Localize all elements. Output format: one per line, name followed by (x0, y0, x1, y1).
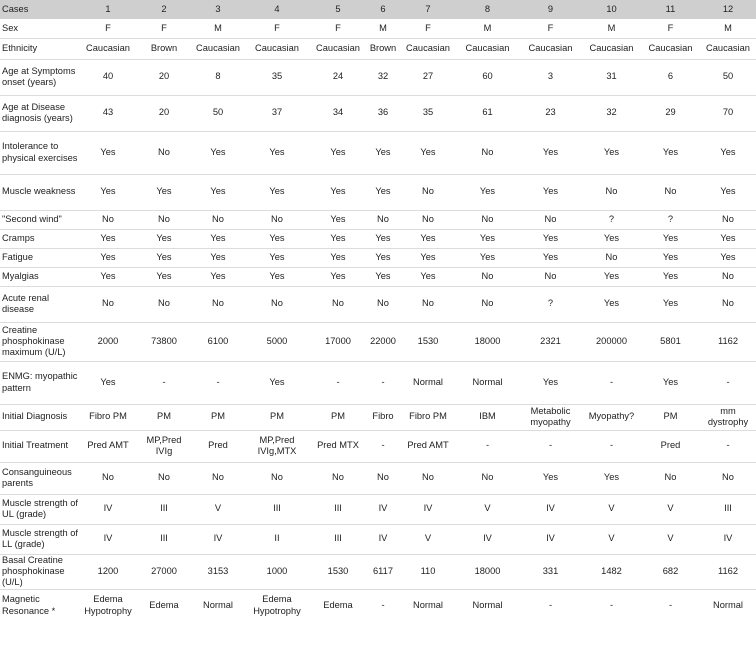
table-cell: Yes (156, 232, 172, 243)
row-label: Myalgias (2, 270, 39, 281)
table-row (0, 59, 756, 95)
table-cell: II (274, 533, 280, 544)
table-cell: Yes (603, 146, 620, 157)
table-cell: No (664, 186, 677, 197)
table-cell: Yes (662, 376, 679, 387)
table-cell: - (485, 440, 490, 451)
table-cell: Yes (662, 270, 679, 281)
table-cell: Yes (269, 186, 285, 197)
table-cell: - (609, 440, 614, 451)
table-cell: 37 (271, 107, 283, 118)
table-row (0, 19, 756, 38)
table-cell: 6100 (207, 335, 229, 346)
header-case-12: 12 (722, 3, 734, 14)
table-cell: ? (608, 213, 615, 224)
table-cell: Caucasian (86, 42, 130, 53)
table-cell: M (483, 22, 492, 33)
table-cell: Yes (210, 270, 226, 281)
table-cell: - (548, 600, 553, 611)
table-cell: Yes (662, 298, 679, 309)
header-case-10: 10 (606, 3, 617, 14)
table-cell: Caucasian (196, 42, 240, 53)
row-label: Initial Diagnosis (2, 411, 68, 422)
table-cell: 61 (482, 107, 493, 118)
table-cell: Yes (100, 146, 116, 157)
header-case-1: 1 (105, 3, 111, 14)
table-cell: Yes (603, 298, 620, 309)
table-cell: F (667, 22, 674, 33)
table-cell: No (158, 146, 170, 157)
table-cell: No (722, 270, 734, 281)
table-cell: 32 (377, 71, 389, 82)
table-cell: PM (211, 411, 225, 422)
table-row (0, 267, 756, 286)
table-cell: Yes (100, 270, 116, 281)
table-cell: Fibro PM (409, 411, 447, 422)
header-cases: Cases (2, 3, 29, 14)
table-cell: 27 (422, 71, 434, 82)
table-cell: Yes (156, 270, 172, 281)
table-cell: MP,Pred IVIg,MTX (257, 434, 297, 456)
table-cell: 20 (158, 71, 170, 82)
table-cell: 200000 (595, 335, 628, 346)
table-cell: III (273, 503, 281, 514)
table-cell: Yes (156, 186, 172, 197)
table-cell: 27000 (151, 565, 177, 576)
table-cell: IBM (479, 411, 496, 422)
row-label: Initial Treatment (2, 440, 69, 451)
table-cell: Yes (720, 146, 736, 157)
table-cell: 8 (215, 71, 221, 82)
table-cell: No (664, 472, 677, 483)
table-cell: Yes (210, 146, 226, 157)
table-cell: Normal (472, 600, 503, 611)
table-cell: No (332, 472, 344, 483)
table-cell: 40 (102, 71, 114, 82)
table-cell: Metabolic myopathy (530, 405, 571, 427)
table-cell: 36 (377, 107, 389, 118)
table-cell: III (724, 503, 732, 514)
table-cell: 682 (662, 565, 679, 576)
table-cell: Yes (662, 146, 679, 157)
table-cell: 29 (665, 107, 676, 118)
table-cell: - (162, 376, 166, 387)
table-cell: No (158, 213, 170, 224)
table-cell: IV (378, 533, 388, 544)
table-cell: 1530 (327, 565, 349, 576)
table-row (0, 286, 756, 322)
table-cell: No (422, 472, 434, 483)
table-cell: V (667, 503, 674, 514)
table-cell: V (214, 503, 222, 514)
table-cell: Yes (330, 213, 346, 224)
table-row (0, 229, 756, 248)
header-case-7: 7 (425, 3, 431, 14)
table-cell: No (102, 472, 114, 483)
table-cell: No (158, 298, 170, 309)
table-cell: Yes (542, 376, 559, 387)
table-cell: - (609, 376, 614, 387)
table-row (0, 248, 756, 267)
header-case-3: 3 (215, 3, 221, 14)
table-cell: Yes (603, 472, 620, 483)
table-cell: 50 (722, 71, 734, 82)
table-cell: 2321 (540, 335, 561, 346)
table-cell: No (332, 298, 344, 309)
table-cell: V (484, 503, 491, 514)
table-cell: Pred AMT (87, 440, 129, 451)
table-cell: Yes (330, 146, 346, 157)
table-cell: No (722, 213, 734, 224)
table-cell: III (160, 503, 168, 514)
header-case-2: 2 (161, 3, 167, 14)
table-cell: 17000 (325, 335, 351, 346)
table-cell: 6 (667, 71, 674, 82)
table-cell: 50 (212, 107, 224, 118)
table-cell: Yes (269, 270, 285, 281)
table-cell: No (481, 472, 494, 483)
table-cell: Normal (713, 600, 743, 611)
table-cell: F (161, 22, 167, 33)
table-cell: Fibro PM (89, 411, 127, 422)
table-cell: Yes (100, 232, 116, 243)
table-cell: Yes (479, 251, 496, 262)
table-cell: No (212, 298, 224, 309)
row-label: "Second wind" (2, 213, 62, 224)
table-row (0, 210, 756, 229)
table-cell: V (424, 533, 432, 544)
table-cell: Yes (269, 376, 285, 387)
table-cell: Pred (660, 440, 681, 451)
table-cell: 34 (332, 107, 344, 118)
table-cell: 35 (271, 71, 283, 82)
table-cell: 3 (547, 71, 554, 82)
table-cell: Caucasian (706, 42, 750, 53)
table-row (0, 462, 756, 494)
row-label: Muscle weakness (2, 186, 76, 197)
table-cell: - (336, 376, 340, 387)
table-cell: Yes (603, 232, 620, 243)
table-cell: Caucasian (316, 42, 360, 53)
table-cell: 1482 (601, 565, 622, 576)
table-cell: V (667, 533, 674, 544)
table-cell: No (212, 472, 224, 483)
table-cell: 110 (420, 565, 436, 576)
table-cell: Fibro (372, 411, 394, 422)
table-cell: Yes (210, 186, 226, 197)
table-row (0, 430, 756, 462)
table-cell: Yes (269, 232, 285, 243)
row-label: Consanguineous parents (2, 466, 72, 488)
table-row (0, 494, 756, 524)
table-cell: 73800 (151, 335, 177, 346)
table-cell: IV (546, 503, 555, 514)
table-cell: 43 (102, 107, 114, 118)
table-cell: Yes (330, 251, 346, 262)
table-cell: Caucasian (648, 42, 693, 53)
table-cell: Edema Hypotrophy (253, 594, 301, 616)
table-cell: IV (378, 503, 388, 514)
table-row (0, 322, 756, 361)
table-cell: 20 (158, 107, 170, 118)
table-row (0, 554, 756, 589)
table-cell: - (668, 600, 673, 611)
table-cell: Brown (369, 42, 397, 53)
table-cell: 23 (545, 107, 556, 118)
table-cell: - (726, 376, 730, 387)
row-label: Sex (2, 22, 19, 33)
table-cell: Yes (420, 251, 436, 262)
table-cell: PM (663, 411, 678, 422)
table-cell: Edema Hypotrophy (84, 594, 132, 616)
table-cell: No (722, 472, 734, 483)
table-cell: Yes (100, 376, 116, 387)
table-cell: M (724, 22, 732, 33)
table-cell: Yes (479, 186, 496, 197)
row-label: Fatigue (2, 251, 34, 262)
table-cell: - (216, 376, 220, 387)
table-cell: 6117 (373, 565, 393, 576)
table-cell: PM (331, 411, 345, 422)
table-cell: Edema (149, 600, 179, 611)
table-cell: PM (270, 411, 284, 422)
table-cell: Yes (420, 270, 436, 281)
table-cell: 31 (606, 71, 617, 82)
table-cell: Caucasian (465, 42, 510, 53)
row-label: Muscle strength of UL (grade) (2, 497, 78, 519)
table-cell: - (381, 600, 385, 611)
table-cell: 1530 (417, 335, 439, 346)
table-cell: Yes (210, 251, 226, 262)
table-cell: IV (546, 533, 555, 544)
row-label: Magnetic Resonance * (2, 594, 56, 616)
table-cell: IV (423, 503, 433, 514)
table-cell: III (334, 503, 342, 514)
table-cell: M (379, 22, 387, 33)
table-cell: Yes (662, 232, 679, 243)
table-cell: F (425, 22, 431, 33)
table-cell: 18000 (474, 335, 501, 346)
table-cell: Caucasian (589, 42, 634, 53)
table-cell: Yes (100, 186, 116, 197)
table-cell: No (422, 186, 434, 197)
table-cell: M (214, 22, 222, 33)
header-case-4: 4 (274, 3, 280, 14)
table-cell: 1162 (718, 565, 738, 576)
table-cell: Yes (720, 251, 736, 262)
table-row (0, 174, 756, 210)
table-cell: 5801 (660, 335, 681, 346)
table-cell: IV (723, 533, 733, 544)
table-cell: No (481, 146, 494, 157)
table-cell: No (481, 213, 494, 224)
row-label: Basal Creatine phosphokinase (U/L) (2, 554, 65, 588)
table-cell: Yes (330, 232, 346, 243)
table-cell: Yes (375, 270, 391, 281)
table-cell: mm dystrophy (707, 405, 749, 427)
table-cell: Caucasian (255, 42, 299, 53)
table-header (0, 0, 756, 19)
header-case-9: 9 (547, 3, 554, 14)
table-cell: 1162 (718, 335, 738, 346)
table-cell: Yes (269, 146, 285, 157)
table-cell: IV (103, 533, 113, 544)
table-cell: Pred AMT (407, 440, 449, 451)
table-cell: No (377, 298, 389, 309)
table-row (0, 38, 756, 59)
table-cell: - (381, 440, 385, 451)
table-body (0, 19, 756, 622)
table-cell: ? (547, 298, 554, 309)
row-label: Creatine phosphokinase maximum (U/L) (2, 324, 66, 358)
table-row (0, 404, 756, 430)
table-cell: Yes (269, 251, 285, 262)
table-cell: IV (213, 533, 223, 544)
table-cell: No (158, 472, 170, 483)
table-cell: III (334, 533, 342, 544)
header-case-8: 8 (484, 3, 491, 14)
table-cell: Yes (720, 232, 736, 243)
table-cell: - (609, 600, 614, 611)
table-cell: 24 (332, 71, 344, 82)
table-cell: No (271, 213, 283, 224)
table-cell: No (605, 251, 618, 262)
table-cell: Yes (375, 186, 391, 197)
table-cell: No (544, 213, 557, 224)
header-case-5: 5 (335, 3, 341, 14)
table-cell: MP,Pred IVIg (146, 434, 182, 456)
table-cell: No (271, 472, 283, 483)
table-cell: No (377, 213, 389, 224)
row-label: Age at Symptoms onset (years) (2, 65, 76, 87)
header-case-11: 11 (665, 3, 676, 14)
table-cell: Normal (413, 376, 443, 387)
table-cell: 70 (722, 107, 734, 118)
table-cell: V (608, 503, 615, 514)
table-cell: Yes (603, 270, 620, 281)
table-cell: Yes (542, 186, 559, 197)
table-cell: 35 (422, 107, 434, 118)
table-cell: Yes (210, 232, 226, 243)
table-cell: III (160, 533, 168, 544)
table-row (0, 361, 756, 404)
table-cell: Yes (662, 251, 679, 262)
table-cell: IV (103, 503, 113, 514)
table-cell: M (607, 22, 616, 33)
table-cell: ? (667, 213, 674, 224)
table-cell: - (548, 440, 553, 451)
table-cell: Pred MTX (317, 440, 359, 451)
table-cell: 5000 (266, 335, 288, 346)
row-label: Ethnicity (2, 42, 38, 53)
table-cell: No (212, 213, 224, 224)
table-cell: Yes (420, 232, 436, 243)
table-cell: Yes (100, 251, 116, 262)
table-cell: Yes (330, 186, 346, 197)
row-label: Muscle strength of LL (grade) (2, 527, 78, 549)
table-cell: Yes (156, 251, 172, 262)
table-cell: 22000 (370, 335, 396, 346)
table-cell: F (335, 22, 341, 33)
table-cell: 331 (542, 565, 559, 576)
table-cell: Brown (150, 42, 178, 53)
table-cell: No (481, 298, 494, 309)
table-cell: Caucasian (406, 42, 450, 53)
table-cell: F (547, 22, 554, 33)
table-cell: Yes (330, 270, 346, 281)
table-cell: Yes (542, 146, 559, 157)
header-row (0, 0, 756, 19)
table-cell: No (422, 298, 434, 309)
table-cell: No (481, 270, 494, 281)
header-case-6: 6 (380, 3, 386, 14)
table-cell: PM (157, 411, 171, 422)
table-cell: No (102, 213, 114, 224)
table-cell: V (608, 533, 615, 544)
table-cell: Yes (375, 232, 391, 243)
table-cell: Normal (203, 600, 233, 611)
row-label: Acute renal disease (2, 292, 50, 314)
table-cell: F (274, 22, 280, 33)
table-cell: No (422, 213, 434, 224)
table-cell: Caucasian (528, 42, 573, 53)
table-cell: No (722, 298, 734, 309)
table-cell: No (605, 186, 618, 197)
table-cell: 60 (482, 71, 493, 82)
table-cell: 1000 (266, 565, 288, 576)
table-cell: No (377, 472, 389, 483)
table-cell: 2000 (97, 335, 119, 346)
row-label: ENMG: myopathic pattern (2, 371, 78, 393)
table-cell: Yes (420, 146, 436, 157)
table-cell: Normal (472, 376, 503, 387)
table-cell: Yes (375, 146, 391, 157)
table-row (0, 524, 756, 554)
table-cell: F (105, 22, 111, 33)
row-label: Age at Disease diagnosis (years) (2, 101, 73, 123)
table-cell: Pred (208, 440, 228, 451)
row-label: Intolerance to physical exercises (2, 141, 78, 163)
table-cell: Yes (479, 232, 496, 243)
table-cell: Edema (323, 600, 353, 611)
table-cell: Yes (542, 472, 559, 483)
table-cell: 1200 (97, 565, 119, 576)
table-cell: No (271, 298, 283, 309)
table-cell: No (102, 298, 114, 309)
table-cell: Normal (413, 600, 443, 611)
table-row (0, 131, 756, 174)
table-cell: IV (483, 533, 492, 544)
table-cell: 18000 (474, 565, 501, 576)
table-cell: No (544, 270, 557, 281)
table-row (0, 95, 756, 131)
table-row (0, 589, 756, 622)
table-cell: Yes (720, 186, 736, 197)
table-cell: Yes (375, 251, 391, 262)
table-cell: Yes (542, 251, 559, 262)
table-cell: - (726, 440, 730, 451)
table-cell: - (381, 376, 385, 387)
table-cell: Myopathy? (588, 411, 635, 422)
table-cell: 32 (606, 107, 617, 118)
row-label: Cramps (2, 232, 35, 243)
table-cell: Yes (542, 232, 559, 243)
table-cell: 3153 (207, 565, 229, 576)
